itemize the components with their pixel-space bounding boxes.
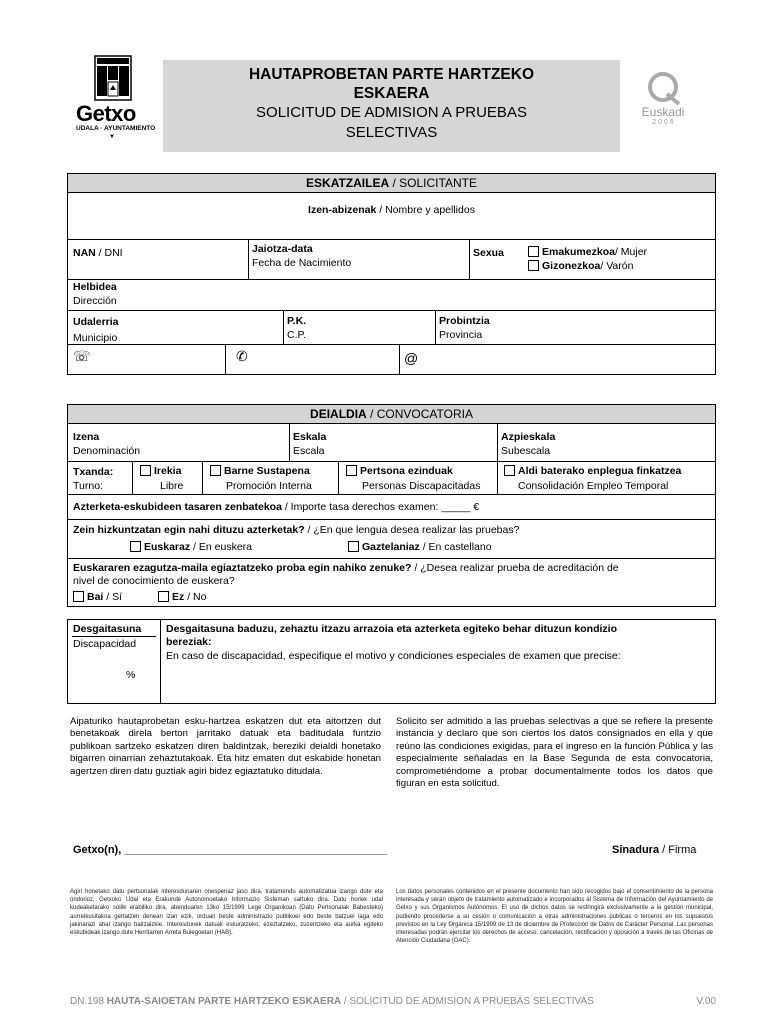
temporary-option[interactable]: [504, 465, 681, 478]
legal-eu: Agiri honetako datu pertsonalak interesdunaren onespenaz jaso dira, tratamendu automatizatua izango dute eta ondorioz, Getxoko Udal eta Erakunde Autonomoetako Informazio Sisteman sartuko dira. Datu horiek udal kudeaketarako soilik erabiliko dira, abenduaren 13ko 15/1999 Lege Organikoan (Datu Pertsonalak Babesteko) aurreikusitakoa gertatzen denean izan ezik, orduan beste administrazio publikoei edo beste batzuei laga edo jakinarazi ahal izango baitzaizkie. Interesdunek datuak eskuratzeko, ezeztatzeko, zuzentzeko eta aurka egiteko eskubideak izango dute Herritarren Arreta Bulegoetan (HAB).: [70, 889, 383, 937]
dni-label-es: / DNI: [98, 247, 123, 259]
call-header-eu: DEIALDIA: [310, 407, 367, 421]
denomination-label-eu: Izena: [73, 431, 100, 443]
logo-subtitle: UDALA · AYUNTAMIENTO: [76, 125, 156, 132]
declaration-es: Solicito ser admitido a las pruebas selectivas a que se refiere la presente instancia y declaro que son ciertos los datos consignados en ella y que reúno las condiciones exigidas, para el ingreso en la función Pública y las especialmente señaladas en la Base Segunda de esta convocatoria, comprometiéndome a probar documentalmente todos los datos que figuran en esta solicitud.: [396, 716, 713, 790]
yes-checkbox[interactable]: [73, 591, 84, 602]
internal-label-es: Promoción Interna: [226, 480, 312, 492]
footer-code: DN.198: [70, 996, 104, 1007]
spanish-checkbox[interactable]: [348, 541, 359, 552]
basque-option[interactable]: [130, 541, 252, 554]
title-line-2: ESKAERA: [353, 85, 430, 102]
denomination-label: [73, 431, 99, 444]
fee-row[interactable]: [73, 501, 479, 514]
basque-test-question: [73, 562, 619, 575]
signature-label-es: / Firma: [662, 844, 697, 856]
disability-text-eu2: bereziak:: [166, 636, 212, 648]
spanish-label-eu: Gaztelaniaz: [362, 541, 420, 553]
logo-triangle-icon: ▼: [109, 134, 115, 140]
disability-input[interactable]: [161, 664, 715, 703]
basque-label-es: / En euskera: [193, 541, 252, 553]
quality-text: Euskadi: [641, 105, 685, 119]
footer-title-eu: HAUTA-SAIOETAN PARTE HARTZEKO ESKAERA: [106, 996, 342, 1007]
no-option[interactable]: [158, 591, 206, 604]
female-label-es: / Mujer: [614, 246, 648, 258]
language-question-eu: Zein hizkuntzatan egin nahi dituzu azterketak?: [73, 524, 305, 536]
address-label-es: Dirección: [73, 295, 117, 307]
scale-label: [293, 431, 326, 444]
yes-label-es: / Sí: [106, 591, 123, 603]
phone-icon: ☏: [73, 348, 91, 364]
birth-label-eu: Jaiotza-data: [252, 243, 313, 255]
basque-checkbox[interactable]: [130, 541, 141, 552]
subscale-label-eu: Azpieskala: [501, 431, 556, 443]
disability-percent[interactable]: %: [126, 669, 136, 681]
address-label-eu: Helbidea: [73, 281, 117, 293]
quality-q-icon: [643, 70, 683, 106]
mobile-icon: ✆: [236, 348, 248, 364]
scale-label-es: Escala: [293, 445, 325, 457]
town-label: [73, 316, 119, 329]
name-label-es: / Nombre y apellidos: [379, 204, 475, 216]
disabled-checkbox[interactable]: [346, 465, 357, 476]
temporary-label-es: Consolidación Empleo Temporal: [518, 480, 669, 492]
pk-label: [287, 315, 306, 328]
male-option[interactable]: [528, 260, 633, 273]
temporary-checkbox[interactable]: [504, 465, 515, 476]
basque-test-question-eu: Euskararen ezagutza-maila egiaztatzeko proba egin nahiko zenuke?: [73, 562, 412, 574]
disability-text-eu1: Desgaitasuna baduzu, zehaztu itzazu arrazoia eta azterketa egiteko behar dituzun kondizio: [166, 623, 618, 635]
disability-text-es: En caso de discapacidad, especifique el motivo y condiciones especiales de examen que precise:: [166, 650, 621, 662]
town-label-es: Municipio: [73, 332, 118, 344]
footer-version: V.00: [696, 996, 716, 1007]
internal-checkbox[interactable]: [210, 465, 221, 476]
title-line-3: SOLICITUD DE ADMISION A PRUEBAS: [256, 104, 527, 121]
female-option[interactable]: [528, 246, 647, 259]
birth-label: [252, 243, 313, 256]
open-option[interactable]: [140, 465, 181, 478]
internal-label-eu: Barne Sustapena: [224, 465, 310, 477]
sex-label-eu: Sexua: [473, 247, 504, 259]
basque-label-eu: Euskaraz: [144, 541, 191, 553]
subscale-label-es: Subescala: [501, 445, 551, 457]
dni-label-eu: NAN: [73, 247, 96, 259]
legal-es: Los datos personales contenidos en el presente documento han sido recogidos bajo el consentimiento de la persona interesada y serán objeto de tratamiento automatizado e incorporados al Sistema de Información del Ayuntamiento de Getxo y sus Organismos Autónomos. El uso de dichos datos se restringirá exclusivamente a la gestión municipal, pudiendo procederse a su cesión o comunicación a otras administraciones públicas o terceros en los supuestos previstos en la Ley Orgánica 15/1999 de 13 de diciembre de Protección de Datos de Carácter Personal. Las personas interesadas podrán ejercitar los derechos de acceso, cancelación, rectificación y oposición a través de las Oficinas de Atención Ciudadana (OAC).: [396, 889, 713, 945]
turn-label: [73, 466, 113, 479]
denomination-label-es: Denominación: [73, 445, 141, 457]
applicant-header-eu: ESKATZAILEA: [306, 176, 390, 190]
title-line-1: HAUTAPROBETAN PARTE HARTZEKO: [248, 66, 535, 83]
spanish-label-es: / En castellano: [422, 541, 492, 553]
no-checkbox[interactable]: [158, 591, 169, 602]
female-label-eu: Emakumezkoa: [542, 246, 615, 258]
yes-option[interactable]: [73, 591, 122, 604]
declaration-eu: Aipaturiko hautaprobetan esku-hartzea eskatzen dut eta aitortzen dut benetakoak direla berton jarritako datuak eta baditudala funtzio publikoan sartzeko eskatzen diren baldintzak, bereziki deialdi honetako bigarren oinarrian zehaztutakoak. Eta hitz ematen dut eskabide honetan agertzen diren datu guztiak agiri bidez egiaztatuko ditudala.: [70, 716, 381, 777]
applicant-section: [67, 173, 716, 375]
open-label-eu: Irekia: [154, 465, 182, 477]
scale-label-eu: Eskala: [293, 431, 327, 443]
disabled-label-es: Personas Discapacitadas: [362, 480, 481, 492]
no-label-eu: Ez: [172, 591, 185, 603]
footer: [70, 996, 716, 1007]
province-label-eu: Probintzia: [439, 315, 490, 327]
internal-option[interactable]: [210, 465, 310, 478]
place-date[interactable]: Getxo(n), ___________________________________________: [73, 844, 388, 856]
title-box: [163, 60, 620, 152]
no-label-es: / No: [187, 591, 207, 603]
disability-label-es: Discapacidad: [73, 638, 137, 650]
town-label-eu: Udalerria: [73, 316, 119, 328]
signature-label: [612, 844, 696, 856]
male-label-es: / Varón: [600, 260, 634, 272]
language-question: [73, 524, 519, 537]
name-label: [68, 204, 715, 217]
call-section: [67, 404, 716, 607]
fee-label-es: / Importe tasa derechos examen: _____ €: [284, 501, 480, 513]
applicant-header: [68, 174, 715, 193]
disability-label: [73, 623, 141, 636]
turn-label-es: Turno:: [73, 480, 103, 492]
sex-label: [473, 247, 504, 260]
name-field[interactable]: [68, 218, 715, 238]
yes-label-eu: Bai: [87, 591, 104, 603]
male-label-eu: Gizonezkoa: [542, 260, 601, 272]
birth-label-es: Fecha de Nacimiento: [252, 257, 352, 269]
address-label: [73, 281, 117, 294]
footer-title-es: / SOLICITUD DE ADMISION A PRUEBAS SELECTIVAS: [343, 996, 594, 1007]
spanish-option[interactable]: [348, 541, 492, 554]
logo-name: Getxo: [76, 101, 136, 126]
email-icon: @: [404, 350, 419, 366]
male-checkbox[interactable]: [528, 260, 539, 271]
call-header-es: / CONVOCATORIA: [370, 407, 473, 421]
title-line-4: SELECTIVAS: [345, 124, 438, 141]
fee-label-eu: Azterketa-eskubideen tasaren zenbatekoa: [73, 501, 282, 513]
basque-test-question-es: / ¿Desea realizar prueba de acreditación de: [414, 562, 619, 574]
language-question-es: / ¿En que lengua desea realizar las pruebas?: [307, 524, 520, 536]
applicant-header-es: / SOLICITANTE: [392, 176, 477, 190]
province-label: [439, 315, 490, 328]
signature-label-eu: Sinadura: [612, 844, 660, 856]
quality-year: 2 0 0 6: [652, 119, 674, 126]
pk-label-eu: P.K.: [287, 315, 307, 327]
open-checkbox[interactable]: [140, 465, 151, 476]
disability-section: [67, 619, 716, 704]
female-checkbox[interactable]: [528, 246, 539, 257]
disabled-label-eu: Pertsona ezinduak: [360, 465, 453, 477]
temporary-label-eu: Aldi baterako enplegua finkatzea: [518, 465, 682, 477]
turn-label-eu: Txanda:: [73, 466, 114, 478]
disabled-option[interactable]: [346, 465, 453, 478]
name-label-eu: Izen-abizenak: [308, 204, 377, 216]
open-label-es: Libre: [160, 480, 184, 492]
disability-label-eu: Desgaitasuna: [73, 623, 142, 635]
basque-test-question-es2: nivel de conocimiento de euskera?: [73, 575, 235, 587]
subscale-label: [501, 431, 555, 444]
coat-of-arms-icon: [70, 52, 156, 104]
call-header: [68, 405, 715, 424]
province-label-es: Provincia: [439, 329, 483, 341]
pk-label-es: C.P.: [287, 329, 307, 341]
getxo-logo: [70, 52, 156, 140]
quality-logo: [628, 70, 698, 140]
dni-label: [73, 247, 123, 260]
